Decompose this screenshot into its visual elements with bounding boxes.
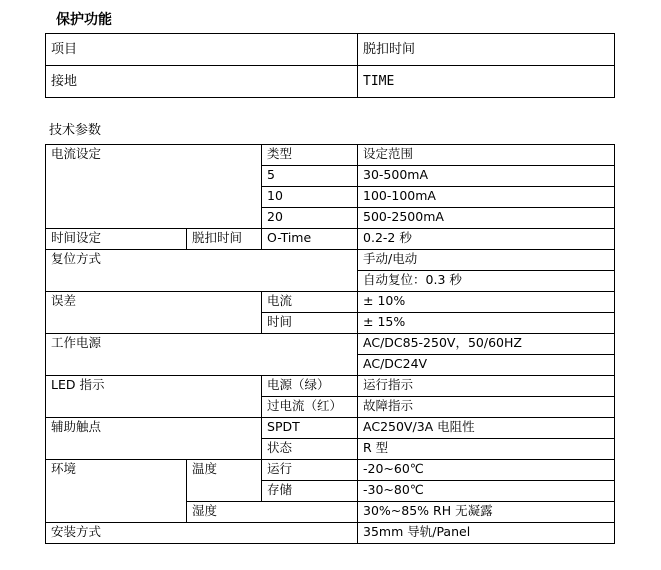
label-temperature: 温度 [187, 460, 262, 502]
current-range: 100-100mA [358, 187, 615, 208]
protection-table [45, 33, 615, 98]
protection-heading: 保护功能 [56, 12, 112, 28]
header-type: 类型 [262, 145, 358, 166]
current-type: 10 [262, 187, 358, 208]
table-row [46, 376, 615, 397]
cell-trip-time: TIME [358, 66, 615, 98]
label-error: 误差 [46, 292, 262, 334]
led-value: 故障指示 [358, 397, 615, 418]
table-row [46, 292, 615, 313]
current-type: 5 [262, 166, 358, 187]
table-row [46, 229, 615, 250]
table-row [46, 145, 615, 166]
humidity-value: 30%~85% RH 无凝露 [358, 502, 615, 523]
table-row [46, 418, 615, 439]
error-name: 时间 [262, 313, 358, 334]
table-row [46, 523, 615, 544]
temp-name: 运行 [262, 460, 358, 481]
label-install: 安装方式 [46, 523, 358, 544]
label-trip-time: 脱扣时间 [187, 229, 262, 250]
power-value: AC/DC24V [358, 355, 615, 376]
install-value: 35mm 导轨/Panel [358, 523, 615, 544]
cell-item: 接地 [46, 66, 358, 98]
error-value: ± 10% [358, 292, 615, 313]
led-value: 运行指示 [358, 376, 615, 397]
current-type: 20 [262, 208, 358, 229]
spec-table [45, 144, 615, 544]
aux-name: 状态 [262, 439, 358, 460]
table-row [46, 34, 615, 66]
label-reset: 复位方式 [46, 250, 358, 292]
current-range: 30-500mA [358, 166, 615, 187]
spec-heading: 技术参数 [49, 123, 102, 138]
aux-name: SPDT [262, 418, 358, 439]
temp-name: 存储 [262, 481, 358, 502]
reset-value: 自动复位：0.3 秒 [358, 271, 615, 292]
label-humidity: 湿度 [187, 502, 358, 523]
aux-value: R 型 [358, 439, 615, 460]
label-power: 工作电源 [46, 334, 358, 376]
led-name: 电源（绿） [262, 376, 358, 397]
table-row [46, 334, 615, 355]
header-range: 设定范围 [358, 145, 615, 166]
power-value: AC/DC85-250V，50/60HZ [358, 334, 615, 355]
header-trip-time: 脱扣时间 [358, 34, 615, 66]
error-name: 电流 [262, 292, 358, 313]
temp-value: -30~80℃ [358, 481, 615, 502]
table-row [46, 250, 615, 271]
label-time-setting: 时间设定 [46, 229, 187, 250]
table-row [46, 66, 615, 98]
led-name: 过电流（红） [262, 397, 358, 418]
label-current-setting: 电流设定 [46, 145, 262, 229]
label-aux: 辅助触点 [46, 418, 262, 460]
header-item: 项目 [46, 34, 358, 66]
error-value: ± 15% [358, 313, 615, 334]
label-env: 环境 [46, 460, 187, 523]
time-type: O-Time [262, 229, 358, 250]
aux-value: AC250V/3A 电阻性 [358, 418, 615, 439]
reset-value: 手动/电动 [358, 250, 615, 271]
label-led: LED 指示 [46, 376, 262, 418]
table-row [46, 460, 615, 481]
time-value: 0.2-2 秒 [358, 229, 615, 250]
current-range: 500-2500mA [358, 208, 615, 229]
temp-value: -20~60℃ [358, 460, 615, 481]
